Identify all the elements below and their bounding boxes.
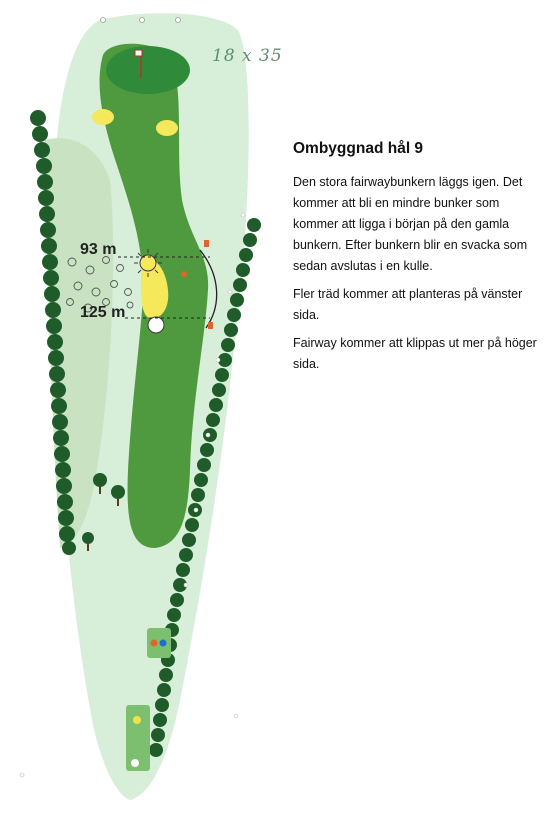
flag	[135, 50, 142, 56]
hole-dimension-label: 18 x 35	[212, 46, 283, 66]
tee-marker-yellow	[133, 716, 141, 724]
distance-label-93: 93 m	[80, 241, 117, 258]
putting-green	[106, 46, 190, 94]
marker-post-bottom	[208, 322, 213, 329]
tee-marker-blue	[160, 640, 167, 647]
info-paragraph-3: Fairway kommer att klippas ut mer på höger sida.	[293, 336, 537, 371]
tee-marker-white	[131, 759, 139, 767]
distance-label-125: 125 m	[80, 304, 126, 321]
info-paragraph-2: Fler träd kommer att planteras på vänster sida.	[293, 287, 523, 322]
hill-marker	[181, 271, 187, 277]
greenside-bunker-left	[92, 109, 114, 125]
greenside-bunker-right	[156, 120, 178, 136]
tee-marker-orange	[151, 640, 158, 647]
marker-post-top	[204, 240, 209, 247]
hollow-marker	[148, 317, 164, 333]
info-title: Ombyggnad hål 9	[293, 140, 424, 157]
info-paragraph-1: Den stora fairwaybunkern läggs igen. Det kommer att bli en mindre bunker som kommer att ligga i början på den gamla bunkern. Efter bunkern blir en svacka som sedan avslutas i en kulle.	[293, 175, 528, 273]
info-panel	[293, 140, 543, 382]
